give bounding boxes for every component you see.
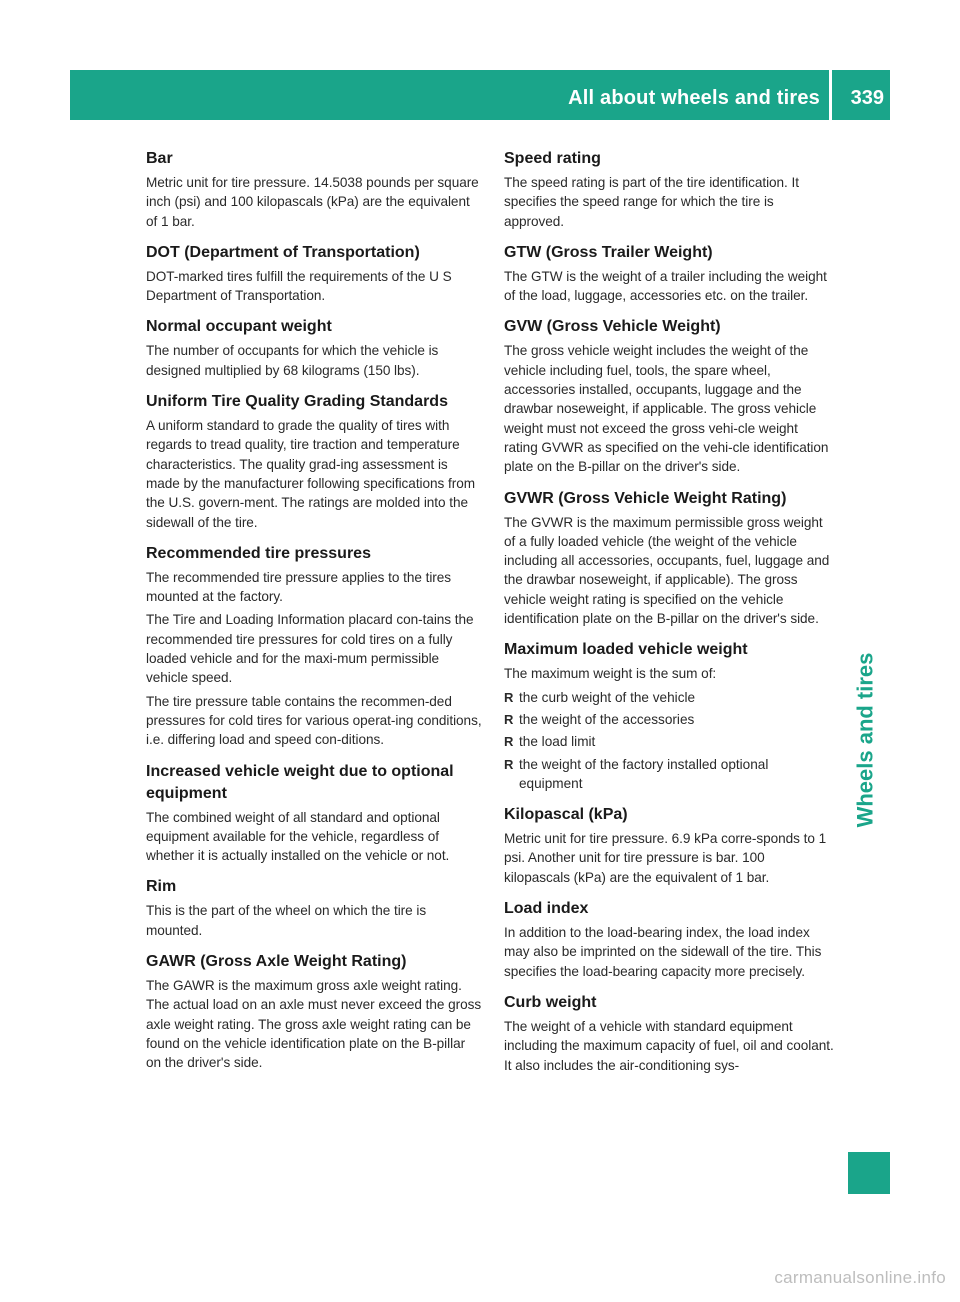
bullet-item <box>504 755 834 794</box>
body-paragraph: The gross vehicle weight includes the weight of the vehicle including fuel, tools, the spare wheel, accessories installed, occupants, luggage and the drawbar noseweight, if applicable. The gross vehicle weight must not exceed the gross vehi-cle weight rating GVWR as specified on the vehi-cle identification plate on the B-pillar on the driver's side. <box>504 343 829 475</box>
section-heading: GTW (Gross Trailer Weight) <box>504 243 713 261</box>
section-heading: Uniform Tire Quality Grading Standards <box>146 393 448 411</box>
section-heading: Speed rating <box>504 150 601 167</box>
body-paragraph: Metric unit for tire pressure. 14.5038 pounds per square inch (psi) and 100 kilopascals (kPa) are the equivalent of 1 bar. <box>146 175 479 229</box>
body-paragraph: Metric unit for tire pressure. 6.9 kPa corre-sponds to 1 psi. Another unit for tire pressure is bar. 100 kilopascals (kPa) are the equivalent of 1 bar. <box>504 831 827 885</box>
section-heading: Maximum loaded vehicle weight <box>504 641 748 659</box>
page-number: 339 <box>850 87 884 109</box>
body-paragraph: The number of occupants for which the vehicle is designed multiplied by 68 kilograms (150 lbs). <box>146 343 439 378</box>
bullet-item <box>504 732 834 751</box>
body-paragraph: The maximum weight is the sum of: <box>504 666 717 682</box>
chapter-tab-label: Wheels and tires <box>852 652 877 828</box>
page-header <box>70 70 890 120</box>
section-heading: Load index <box>504 900 589 918</box>
section-heading: Curb weight <box>504 993 597 1011</box>
section-heading: Rim <box>146 878 177 896</box>
section-heading: GVW (Gross Vehicle Weight) <box>504 318 721 336</box>
bullet-text: the curb weight of the vehicle <box>519 689 696 705</box>
bullet-marker-icon: R <box>504 689 514 705</box>
section-heading: GVWR (Gross Vehicle Weight Rating) <box>504 489 787 507</box>
section-heading: Normal occupant weight <box>146 318 332 336</box>
body-paragraph: The Tire and Loading Information placard con-tains the recommended tire pressures for cold tires on a fully loaded vehicle and for the maxi-mum permissible vehicle speed. <box>146 612 474 686</box>
chapter-marker <box>848 1152 890 1194</box>
section-heading: Kilopascal (kPa) <box>504 806 628 824</box>
bullet-text: the weight of the accessories <box>519 711 695 727</box>
watermark: carmanualsonline.info <box>774 1268 946 1287</box>
body-paragraph: The tire pressure table contains the recommen-ded pressures for cold tires for various operat-ing conditions, i.e. differing load and speed con-ditions. <box>146 693 482 748</box>
body-paragraph: This is the part of the wheel on which the tire is mounted. <box>146 903 427 938</box>
bullet-text: the weight of the factory installed optional equipment <box>519 756 769 791</box>
bullet-list <box>504 688 834 793</box>
section-heading: Increased vehicle weight due to optional equipment <box>146 762 454 802</box>
body-paragraph: In addition to the load-bearing index, the load index may also be imprinted on the sidewall of the tire. This specifies the load-bearing capacity more precisely. <box>504 925 822 979</box>
body-paragraph: The GTW is the weight of a trailer including the weight of the load, luggage, accessories etc. on the trailer. <box>504 268 827 304</box>
section-heading: Recommended tire pressures <box>146 544 371 562</box>
bullet-marker-icon: R <box>504 711 514 727</box>
chapter-tab <box>840 600 890 880</box>
body-paragraph: The recommended tire pressure applies to the tires mounted at the factory. <box>146 569 452 605</box>
bullet-marker-icon: R <box>504 756 514 772</box>
body-paragraph: The combined weight of all standard and optional equipment available for the vehicle, regardless of whether it is actually installed on the vehicle or not. <box>146 809 450 864</box>
bullet-text: the load limit <box>519 734 596 750</box>
section-heading: DOT (Department of Transportation) <box>146 243 420 261</box>
left-column <box>146 148 482 1077</box>
right-column <box>504 148 834 1079</box>
section-heading: Bar <box>146 150 173 167</box>
body-paragraph: DOT-marked tires fulfill the requirements of the U S Department of Transportation. <box>146 268 452 304</box>
header-divider <box>829 70 832 120</box>
section-heading: GAWR (Gross Axle Weight Rating) <box>146 953 407 971</box>
body-paragraph: The GVWR is the maximum permissible gross weight of a fully loaded vehicle (the weight of the vehicle including all accessories, occupants, fuel, luggage and the drawbar noseweight, if applicable). The gross vehicle weight rating is specified on the vehicle identification plate on the B-pillar on the driver's side. <box>504 514 830 627</box>
body-paragraph: A uniform standard to grade the quality of tires with regards to tread quality, tire traction and temperature characteristics. The quality grad-ing assessment is made by the manufacturer following specifications from the U.S. govern-ment. The ratings are molded into the sidewall of the tire. <box>146 418 475 530</box>
bullet-item <box>504 710 834 729</box>
section-title: All about wheels and tires <box>568 87 820 109</box>
bullet-item <box>504 688 834 707</box>
body-paragraph: The weight of a vehicle with standard equipment including the maximum capacity of fuel, oil and coolant. It also includes the air-conditioning sys- <box>504 1018 834 1073</box>
body-paragraph: The GAWR is the maximum gross axle weight rating. The actual load on an axle must never exceed the gross axle weight rating. The gross axle weight rating can be found on the vehicle identification plate on the B-pillar on the driver's side. <box>146 978 482 1071</box>
bullet-marker-icon: R <box>504 734 514 750</box>
body-paragraph: The speed rating is part of the tire identification. It specifies the speed range for which the tire is approved. <box>504 175 799 229</box>
